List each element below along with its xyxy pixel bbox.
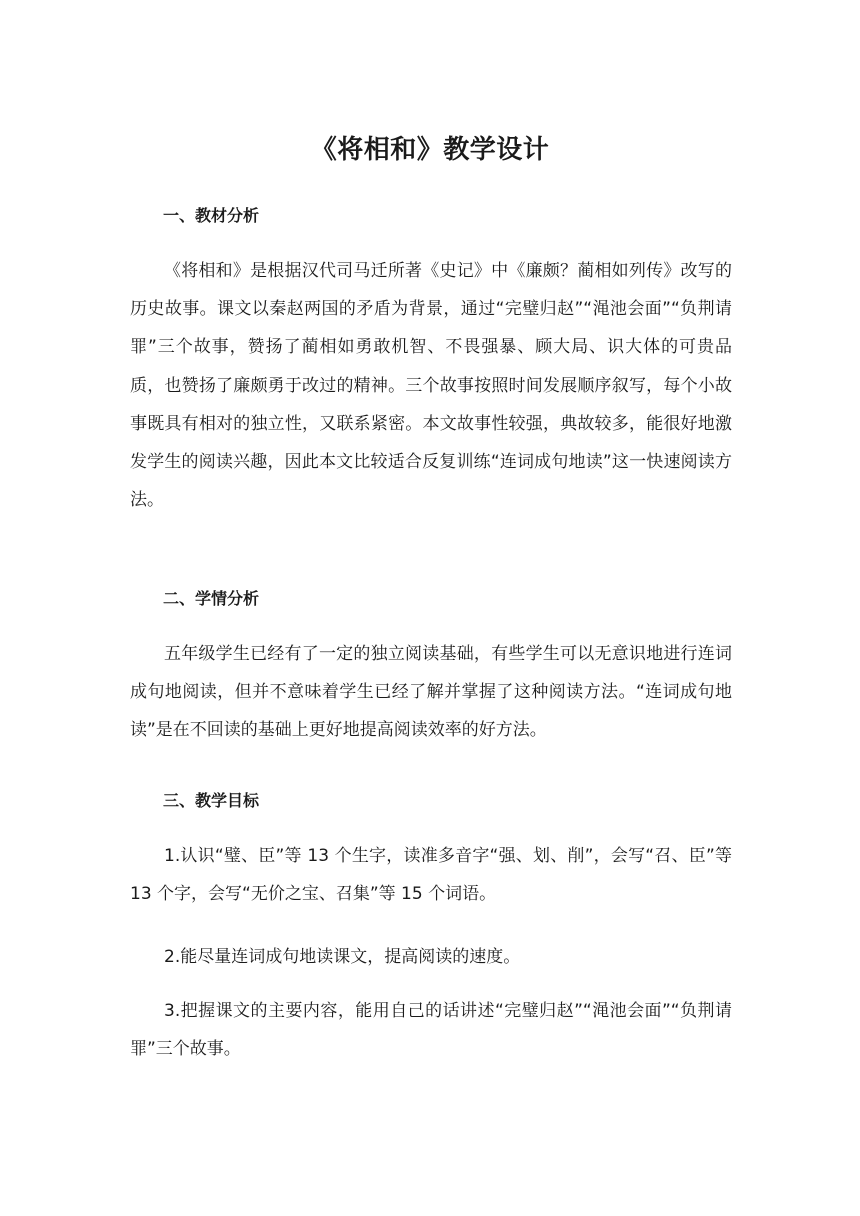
document-title: 《将相和》教学设计 (310, 135, 550, 165)
paragraph-textbook-analysis: 《将相和》是根据汉代司马迁所著《史记》中《廉颇？蔺相如列传》改写的历史故事。课文以秦赵两国的矛盾为背景，通过“完璧归赵”“渑池会面”“负荆请罪”三个故事，赞扬了蔺相如勇敢机智、不畏强暴、顾大局、识大体的可贵品质，也赞扬了廉颇勇于改过的精神。三个故事按照时间发展顺序叙写，每个小故事既具有相对的独立性，又联系紧密。本文故事性较强，典故较多，能很好地激发学生的阅读兴趣，因此本文比较适合反复训练“连词成句地读”这一快速阅读方法。 (130, 261, 732, 511)
paragraph-student-analysis: 五年级学生已经有了一定的独立阅读基础，有些学生可以无意识地进行连词成句地阅读，但并不意味着学生已经了解并掌握了这种阅读方法。“连词成句地读”是在不回读的基础上更好地提高阅读效率的好方法。 (130, 644, 732, 741)
section-heading-teaching-goals: 三、教学目标 (163, 791, 260, 810)
teaching-goal-item-3: 3.把握课文的主要内容，能用自己的话讲述“完璧归赵”“渑池会面”“负荆请罪”三个故事。 (130, 1001, 732, 1060)
section-heading-student-analysis: 二、学情分析 (163, 589, 260, 608)
section-heading-textbook-analysis: 一、教材分析 (163, 206, 260, 225)
teaching-goal-item-2: 2.能尽量连词成句地读课文，提高阅读的速度。 (164, 947, 521, 967)
teaching-goal-item-1: 1.认识“璧、臣”等 13 个生字，读准多音字“强、划、削”，会写“召、臣”等 13 个字，会写“无价之宝、召集”等 15 个词语。 (130, 846, 732, 905)
